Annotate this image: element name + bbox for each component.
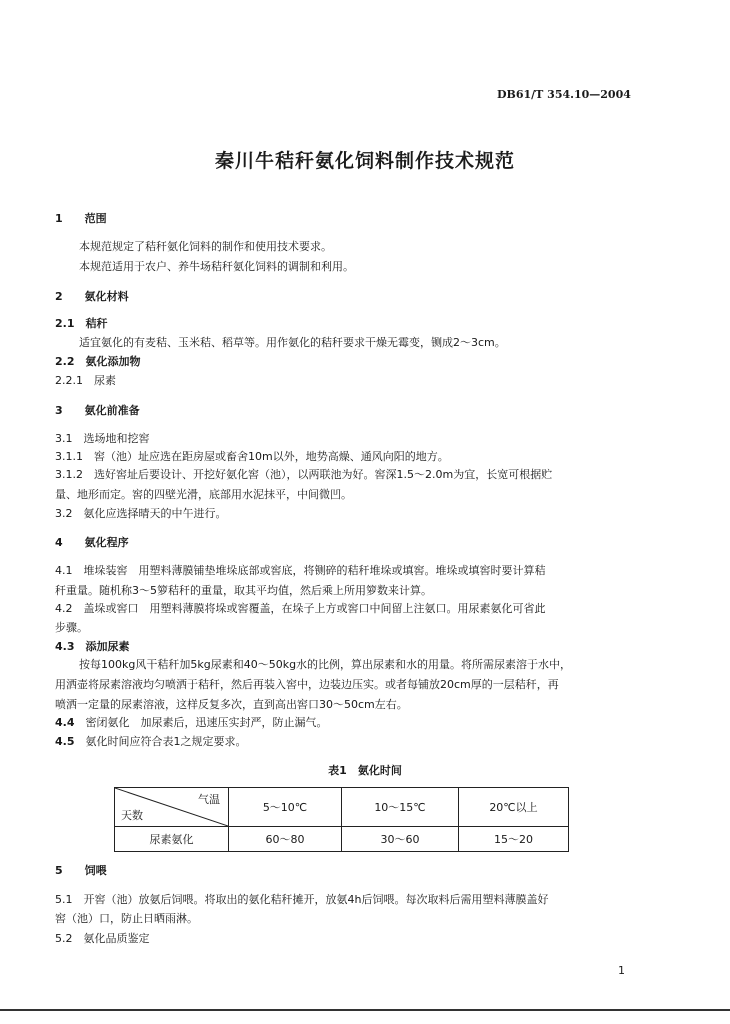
- section-title: 范围: [84, 212, 107, 225]
- clause-3-1-2-line: 量、地形而定。窖的四壁光滑，底部用水泥抹平，中间微凹。: [55, 488, 352, 501]
- clause-4-1-line: 4.1 堆垛装窖 用塑料薄膜铺垫堆垛底部或窖底，将铡碎的秸秆堆垛或填窖。堆垛或填窖时要计算秸: [55, 564, 546, 577]
- clause-4-3-line: 用洒壶将尿素溶液均匀喷洒于秸秆，然后再装入窖中，边装边压实。或者每铺放20cm厚的一层秸秆，再: [55, 678, 559, 691]
- section-4-heading: [55, 534, 129, 550]
- subsection-3-1: [55, 430, 150, 446]
- table-row: [115, 827, 569, 852]
- clause-number: 3.1.1: [55, 450, 83, 463]
- clause-3-1-2-line: 3.1.2 选好窖址后要设计、开挖好氨化窖（池），以两联池为好。窖深1.5～2.0m为宜，长宽可根据贮: [55, 468, 553, 481]
- clause-title: 氨化添加物: [85, 355, 141, 368]
- clause-number: 3.1: [55, 432, 73, 445]
- section-1-heading: [55, 210, 107, 226]
- section-title: 饲喂: [84, 864, 107, 877]
- section-2-heading: [55, 288, 129, 304]
- clause-number: 5.2: [55, 932, 73, 945]
- clause-title: 选场地和挖窖: [83, 432, 150, 445]
- section-number: 3: [55, 404, 63, 417]
- clause-3-1-1: [55, 448, 449, 464]
- table-cell: 15～20: [459, 827, 569, 852]
- clause-title: 秸秆: [85, 317, 108, 330]
- paragraph: 适宜氨化的有麦秸、玉米秸、稻草等。用作氨化的秸秆要求干燥无霉变，铡成2～3cm。: [79, 336, 506, 349]
- page-number: 1: [618, 964, 625, 977]
- clause-4-4: [55, 714, 328, 730]
- section-number: 1: [55, 212, 63, 225]
- clause-5-1-line: 5.1 开窖（池）放氨后饲喂。将取出的氨化秸秆摊开，放氨4h后饲喂。每次取料后需用塑料薄膜盖好: [55, 893, 549, 906]
- clause-text: 氨化时间应符合表1之规定要求。: [85, 735, 247, 748]
- section-3-heading: [55, 402, 140, 418]
- paragraph: 本规范规定了秸秆氨化饲料的制作和使用技术要求。: [79, 240, 332, 253]
- page-bottom-rule: [0, 1009, 730, 1011]
- paragraph: 本规范适用于农户、养牛场秸秆氨化饲料的调制和利用。: [79, 260, 354, 273]
- corner-bottom-label: 天数: [121, 809, 143, 822]
- section-title: 氨化材料: [84, 290, 129, 303]
- clause-4-2-line: 4.2 盖垛或窖口 用塑料薄膜将垛或窖覆盖，在垛子上方或窖口中间留上注氨口。用尿素氨化可省此: [55, 602, 546, 615]
- clause-title: 尿素: [94, 374, 116, 387]
- clause-number: 3.2: [55, 507, 73, 520]
- clause-number: 4.3: [55, 640, 75, 653]
- clause-4-3-line: 喷洒一定量的尿素溶液，这样反复多次，直到高出窖口30～50cm左右。: [55, 698, 408, 711]
- clause-4-2-line: 步骤。: [55, 621, 88, 634]
- table-header-row: [115, 788, 569, 827]
- clause-4-1-line: 秆重量。随机称3～5箩秸秆的重量，取其平均值，然后乘上所用箩数来计算。: [55, 584, 432, 597]
- subsection-2-1: [55, 315, 108, 331]
- subsection-4-3: [55, 638, 130, 654]
- clause-number: 2.2.1: [55, 374, 83, 387]
- clause-3-2: [55, 505, 227, 521]
- clause-5-2: [55, 930, 150, 946]
- subsection-2-2: [55, 353, 141, 369]
- clause-text: 密闭氨化 加尿素后，迅速压实封严，防止漏气。: [85, 716, 328, 729]
- corner-top-label: 气温: [198, 793, 220, 806]
- section-number: 2: [55, 290, 63, 303]
- table-corner-cell: [115, 788, 229, 827]
- section-5-heading: [55, 862, 107, 878]
- section-title: 氨化程序: [84, 536, 129, 549]
- clause-number: 4.4: [55, 716, 75, 729]
- subsection-2-2-1: [55, 372, 116, 388]
- table-header-cell: 20℃以上: [459, 788, 569, 827]
- ammoniation-time-table: [114, 787, 569, 852]
- section-number: 5: [55, 864, 63, 877]
- table-caption: 表1 氨化时间: [328, 764, 402, 777]
- clause-4-5: [55, 733, 247, 749]
- document-title: 秦川牛秸秆氨化饲料制作技术规范: [214, 150, 515, 172]
- table-header-cell: 5～10℃: [229, 788, 342, 827]
- table-header-cell: 10～15℃: [342, 788, 459, 827]
- clause-number: 2.1: [55, 317, 75, 330]
- table-row-label: 尿素氨化: [115, 827, 229, 852]
- clause-number: 4.5: [55, 735, 75, 748]
- clause-text: 窖（池）址应选在距房屋或畜舍10m以外，地势高燥、通风向阳的地方。: [94, 450, 449, 463]
- clause-4-3-line: 按每100kg风干秸秆加5kg尿素和40～50kg水的比例，算出尿素和水的用量。将所需尿素溶于水中，: [79, 658, 572, 671]
- clause-number: 2.2: [55, 355, 75, 368]
- section-title: 氨化前准备: [84, 404, 140, 417]
- table-cell: 30～60: [342, 827, 459, 852]
- standard-number: DB61/T 354.10—2004: [497, 88, 631, 101]
- clause-title: 氨化品质鉴定: [83, 932, 150, 945]
- clause-title: 添加尿素: [85, 640, 130, 653]
- section-number: 4: [55, 536, 63, 549]
- clause-5-1-line: 窖（池）口，防止日晒雨淋。: [55, 912, 198, 925]
- clause-text: 氨化应选择晴天的中午进行。: [83, 507, 227, 520]
- table-cell: 60～80: [229, 827, 342, 852]
